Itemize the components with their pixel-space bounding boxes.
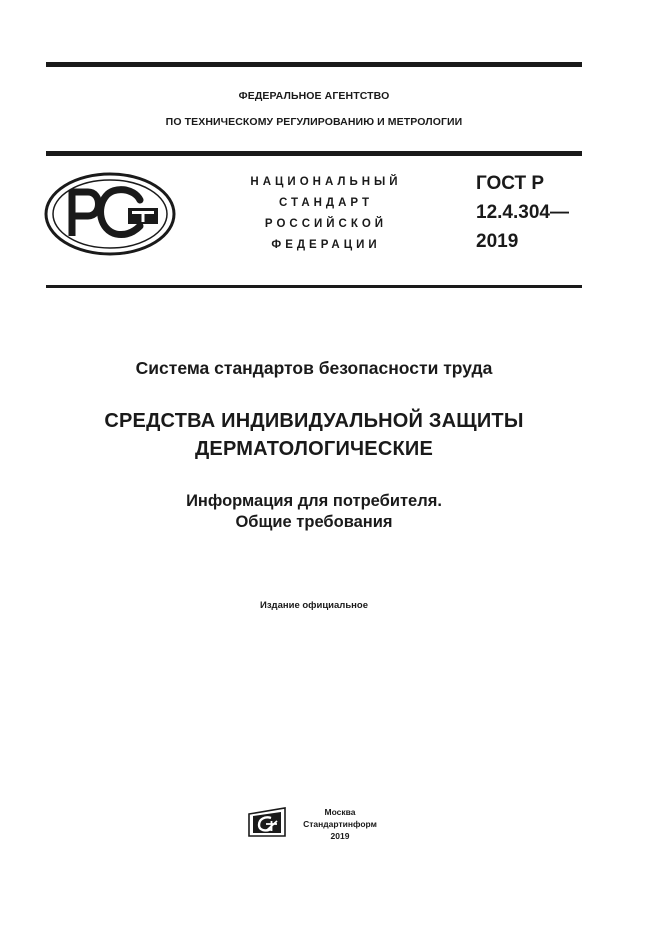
designation-line: 2019 bbox=[476, 231, 519, 252]
document-title bbox=[46, 407, 582, 463]
document-title-line: СРЕДСТВА ИНДИВИДУАЛЬНОЙ ЗАЩИТЫ bbox=[104, 410, 524, 432]
national-line: СТАНДАРТ bbox=[279, 197, 373, 209]
national-line: НАЦИОНАЛЬНЫЙ bbox=[250, 176, 402, 188]
national-line: ФЕДЕРАЦИИ bbox=[271, 239, 381, 251]
bottom-rule bbox=[46, 285, 582, 288]
middle-rule bbox=[46, 151, 582, 156]
standartinform-logo-icon bbox=[247, 806, 287, 838]
publisher-name: Стандартинформ bbox=[303, 819, 377, 829]
standard-designation bbox=[476, 169, 569, 256]
system-title: Система стандартов безопасности труда bbox=[135, 358, 493, 378]
publisher-year: 2019 bbox=[330, 831, 350, 841]
publisher-city: Москва bbox=[324, 807, 356, 817]
document-subtitle-line: Общие требования bbox=[235, 513, 393, 531]
agency-name-line1: ФЕДЕРАЛЬНОЕ АГЕНТСТВО bbox=[238, 90, 390, 102]
designation-line: 12.4.304— bbox=[476, 202, 569, 223]
national-standard-label bbox=[228, 172, 424, 256]
publisher-block bbox=[296, 806, 384, 842]
document-subtitle-line: Информация для потребителя. bbox=[186, 492, 442, 510]
designation-line: ГОСТ Р bbox=[476, 173, 545, 194]
rst-certification-logo-icon bbox=[44, 172, 176, 256]
document-title-line: ДЕРМАТОЛОГИЧЕСКИЕ bbox=[194, 438, 433, 460]
edition-label: Издание официальное bbox=[260, 600, 368, 611]
top-rule bbox=[46, 62, 582, 67]
national-line: РОССИЙСКОЙ bbox=[264, 218, 388, 230]
agency-name-line2: ПО ТЕХНИЧЕСКОМУ РЕГУЛИРОВАНИЮ И МЕТРОЛОГИИ bbox=[165, 116, 463, 128]
document-subtitle bbox=[46, 491, 582, 533]
